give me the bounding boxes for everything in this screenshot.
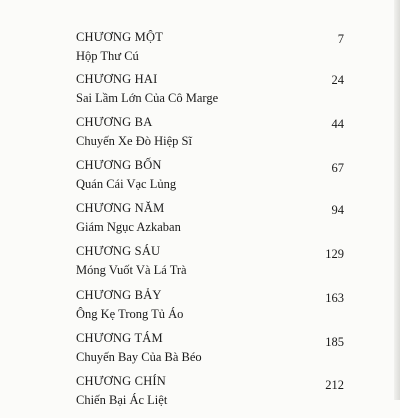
chapter-heading: CHƯƠNG NĂM (76, 201, 165, 215)
chapter-heading: CHƯƠNG BA (76, 115, 153, 129)
page-number: 67 (331, 161, 344, 175)
toc-entry-chapter-9[interactable] (76, 374, 344, 418)
chapter-heading: CHƯƠNG TÁM (76, 331, 163, 345)
chapter-title: Ông Kẹ Trong Tủ Áo (76, 307, 184, 321)
chapter-title: Chiến Bại Ác Liệt (76, 393, 168, 407)
chapter-title: Sai Lầm Lớn Của Cô Marge (76, 91, 219, 105)
page-number: 163 (325, 291, 344, 305)
chapter-title: Chuyến Bay Của Bà Béo (76, 350, 202, 364)
chapter-title: Chuyến Xe Đò Hiệp Sĩ (76, 134, 192, 148)
toc-entry-chapter-8[interactable] (76, 331, 344, 375)
page-number: 129 (325, 247, 344, 261)
toc-entry-chapter-3[interactable] (76, 115, 344, 159)
page-edge-shadow (394, 0, 400, 400)
chapter-title: Móng Vuốt Và Lá Trà (76, 263, 187, 277)
chapter-heading: CHƯƠNG MỘT (76, 30, 164, 44)
chapter-heading: CHƯƠNG HAI (76, 72, 158, 86)
toc-entry-chapter-5[interactable] (76, 201, 344, 245)
page-number: 94 (331, 203, 344, 217)
chapter-title: Hộp Thư Cú (76, 49, 139, 63)
page-number: 185 (325, 335, 344, 349)
toc-entry-chapter-6[interactable] (76, 244, 344, 288)
page-number: 44 (331, 117, 344, 131)
chapter-heading: CHƯƠNG BẢY (76, 288, 162, 302)
page-number: 7 (337, 32, 344, 46)
toc-entry-chapter-2[interactable] (76, 72, 344, 116)
page-number: 24 (331, 73, 344, 87)
toc-entry-chapter-7[interactable] (76, 288, 344, 332)
toc-entry-chapter-4[interactable] (76, 158, 344, 202)
chapter-heading: CHƯƠNG BỐN (76, 158, 162, 172)
toc-entry-chapter-1[interactable] (76, 30, 344, 74)
chapter-title: Quán Cái Vạc Lủng (76, 177, 177, 191)
chapter-heading: CHƯƠNG SÁU (76, 244, 161, 258)
chapter-title: Giám Ngục Azkaban (76, 220, 181, 234)
page-number: 212 (325, 378, 344, 392)
chapter-heading: CHƯƠNG CHÍN (76, 374, 167, 388)
